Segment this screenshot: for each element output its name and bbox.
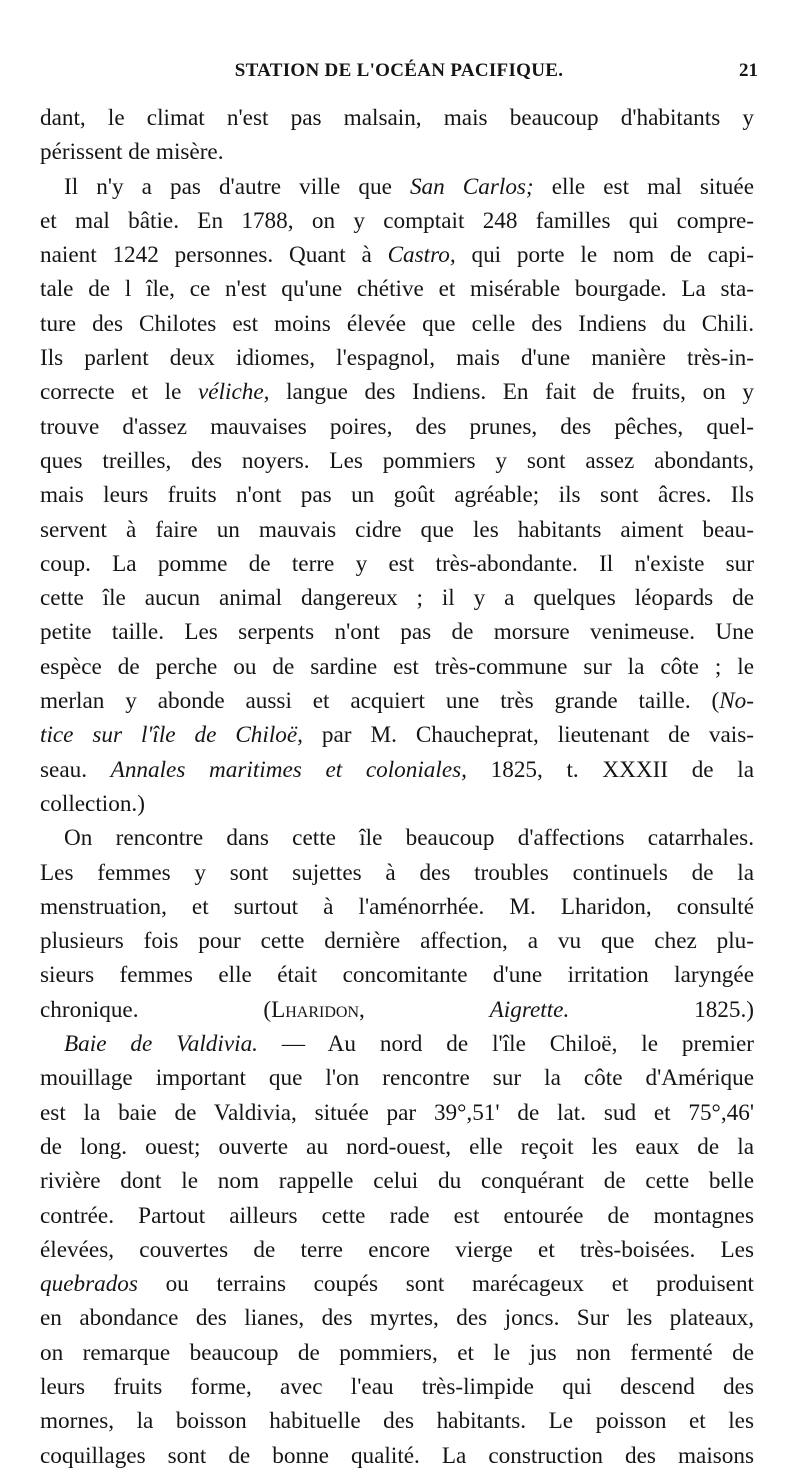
text-line: périssent de misère.	[40, 139, 224, 166]
citation-journal: Annales maritimes et coloniales,	[110, 756, 467, 783]
text-line: élevées, couvertes de terre encore vierge et très-boisées. Les	[40, 1236, 754, 1263]
place-name: San Carlos;	[409, 173, 534, 200]
text-line: plusieurs fois pour cette dernière affection, a vu que chez plu-	[40, 928, 754, 955]
text-line: de long. ouest; ouverte au nord-ouest, elle reçoit les eaux de la	[40, 1133, 754, 1160]
text-line: Ils parlent deux idiomes, l'espagnol, mais d'une manière très-in-	[40, 345, 754, 372]
term: quebrados	[40, 1271, 138, 1298]
text-line: chronique. (Lharidon, Aigrette. 1825.)	[40, 996, 755, 1023]
paragraph-continuation	[40, 101, 754, 170]
text-line: Les femmes y sont sujettes à des troubles continuels de la	[40, 859, 754, 886]
text-line: ques treilles, des noyers. Les pommiers y sont assez abondants,	[40, 447, 754, 474]
text-line: naient 1242 personnes. Quant à Castro, qui porte le nom de capi-	[40, 242, 754, 269]
text-line: est la baie de Valdivia, située par 39°,51' de lat. sud et 75°,46'	[40, 1099, 754, 1126]
language-name: véliche,	[198, 379, 270, 406]
citation-title: No-	[719, 688, 754, 715]
text-line: dant, le climat n'est pas malsain, mais beaucoup d'habitants y	[40, 105, 754, 131]
citation-ship: Aigrette.	[489, 996, 570, 1023]
citation-author: Lharidon,	[271, 996, 365, 1023]
text-line: merlan y abonde aussi et acquiert une très grande taille. (No-	[40, 688, 754, 715]
place-name: Castro,	[387, 242, 456, 269]
paragraph-chiloe	[40, 170, 754, 822]
text-line: quebrados ou terrains coupés sont marécageux et produisent	[40, 1271, 754, 1298]
body-text	[40, 101, 754, 1473]
text-line: petite taille. Les serpents n'ont pas de morsure venimeuse. Une	[40, 619, 754, 646]
text-line: en abondance des lianes, des myrtes, des joncs. Sur les plateaux,	[40, 1305, 754, 1332]
text-line: et mal bâtie. En 1788, on y comptait 248 familles qui compre-	[40, 207, 754, 234]
text-line: espèce de perche ou de sardine est très-commune sur la côte ; le	[40, 653, 754, 680]
text-line: leurs fruits forme, avec l'eau très-limpide qui descend des	[40, 1373, 754, 1400]
text-line: sieurs femmes elle était concomitante d'une irritation laryngée	[40, 962, 754, 989]
page-header	[40, 58, 758, 98]
text-line: collection.)	[40, 790, 145, 817]
section-heading: Baie de Valdivia.	[64, 1031, 258, 1058]
text-line: tice sur l'île de Chiloë, par M. Chaucheprat, lieutenant de vais-	[40, 722, 754, 749]
text-line: mais leurs fruits n'ont pas un goût agréable; ils sont âcres. Ils	[40, 482, 754, 509]
text-line: On rencontre dans cette île beaucoup d'affections catarrhales.	[64, 825, 754, 852]
text-line: menstruation, et surtout à l'aménorrhée. M. Lharidon, consulté	[40, 893, 754, 920]
page-number: 21	[739, 60, 758, 81]
text-line: contrée. Partout ailleurs cette rade est entourée de montagnes	[40, 1202, 754, 1229]
text-line: Baie de Valdivia. — Au nord de l'île Chiloë, le premier	[64, 1031, 755, 1058]
running-title: STATION DE L'OCÉAN PACIFIQUE.	[234, 60, 564, 81]
text-line: ture des Chilotes est moins élevée que celle des Indiens du Chili.	[40, 310, 754, 337]
paragraph-valdivia	[40, 1027, 754, 1473]
text-line: mornes, la boisson habituelle des habitants. Le poisson et les	[40, 1408, 754, 1435]
text-line: Il n'y a pas d'autre ville que San Carlos; elle est mal située	[64, 173, 754, 200]
citation-year: 1825.)	[694, 996, 755, 1023]
text-line: on remarque beaucoup de pommiers, et le jus non fermenté de	[40, 1339, 754, 1366]
text-line: rivière dont le nom rappelle celui du conquérant de cette belle	[40, 1168, 754, 1195]
citation-title: tice sur l'île de Chiloë,	[40, 722, 303, 749]
text-line: correcte et le véliche, langue des Indiens. En fait de fruits, on y	[40, 379, 754, 406]
text-line: mouillage important que l'on rencontre sur la côte d'Amérique	[40, 1065, 754, 1092]
text-line: coup. La pomme de terre y est très-abondante. Il n'existe sur	[40, 550, 754, 577]
text-line: seau. Annales maritimes et coloniales, 1825, t. XXXII de la	[40, 756, 755, 783]
text-line: cette île aucun animal dangereux ; il y a quelques léopards de	[40, 585, 754, 612]
text-line: coquillages sont de bonne qualité. La construction des maisons	[40, 1442, 754, 1469]
text-line: tale de l île, ce n'est qu'une chétive et misérable bourgade. La sta-	[40, 276, 754, 303]
text-line: servent à faire un mauvais cidre que les habitants aiment beau-	[40, 516, 754, 543]
text-line: trouve d'assez mauvaises poires, des prunes, des pêches, quel-	[40, 413, 754, 440]
paragraph-affections	[40, 821, 754, 1027]
